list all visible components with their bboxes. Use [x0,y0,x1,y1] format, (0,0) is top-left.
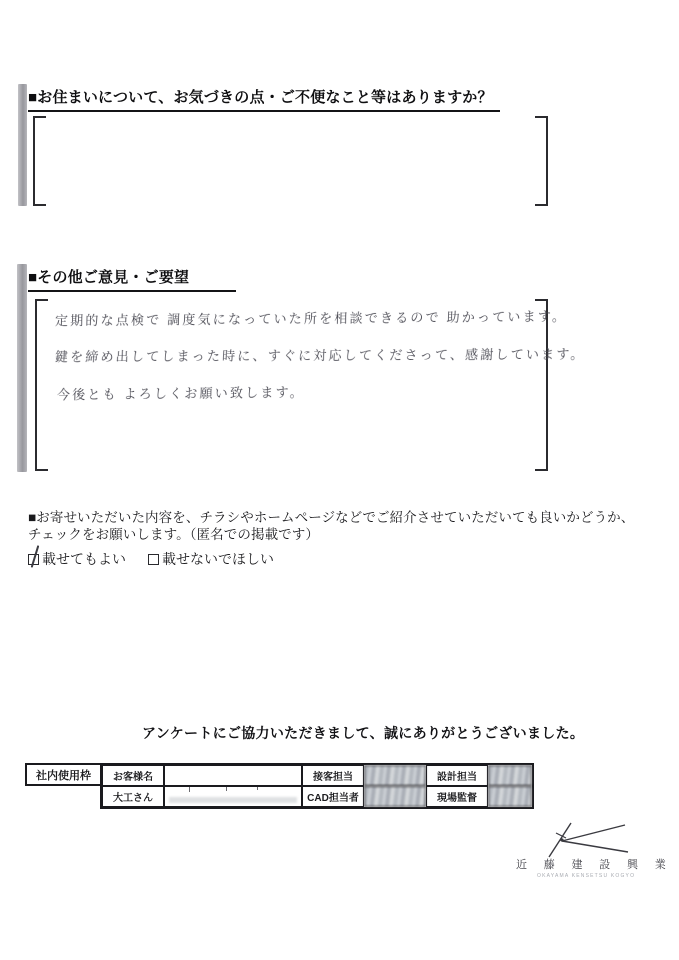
consent-option-no[interactable] [148,549,274,569]
company-name: 近 藤 建 設 興 業 [516,859,673,871]
consent-text-line2: チェックをお願いします。（匿名での掲載です） [28,527,319,542]
checkbox-yes-label: 載せてもよい [42,551,126,567]
left-bracket [33,116,46,206]
reception-staff-label: 接客担当 [302,765,364,786]
company-logo-mark-icon [537,819,632,859]
thank-you-message: アンケートにご協力いただきまして、誠にありがとうございました。 [142,725,585,741]
checkbox-no[interactable] [148,554,159,565]
design-staff-value [488,765,532,786]
checkbox-no-label: 載せないでほしい [162,551,274,567]
section2-answer-area [35,299,587,471]
company-tagline: OKAYAMA KENSETSU KOGYO [537,873,636,879]
cad-staff-value [364,786,426,807]
cad-staff-label: CAD担当者 [302,786,364,807]
internal-use-table [100,763,534,809]
design-staff-label: 設計担当 [426,765,488,786]
internal-use-label-cell: 社内使用枠 [25,763,102,786]
consent-option-yes[interactable] [28,549,126,569]
scan-artifact-bar-1 [18,84,27,206]
section2-title: ■その他ご意見・ご要望 [28,266,236,292]
scan-artifact-bar-2 [17,264,27,472]
section1-title: ■お住まいについて、お気づきの点・ご不便なこと等はありますか？ [28,86,500,112]
right-bracket [535,116,548,206]
handwritten-line: 定期的な点検で 調度気になっていた所を相談できるので 助かっています。 [54,308,568,329]
carpenter-label: 大工さん [102,786,164,807]
left-bracket [35,299,48,471]
site-supervisor-value [488,786,532,807]
carpenter-value [164,786,302,807]
checkbox-yes[interactable] [28,554,39,565]
section1-answer-area [33,116,548,206]
reception-staff-value [364,765,426,786]
handwritten-line: 今後とも よろしくお願い致します。 [56,384,306,403]
handwritten-line: 鍵を締め出してしまった時に、すぐに対応してくださって、感謝しています。 [54,346,587,365]
customer-name-value [164,765,302,786]
site-supervisor-label: 現場監督 [426,786,488,807]
handwritten-check-icon [31,545,40,568]
customer-name-label: お客様名 [102,765,164,786]
consent-text-line1: ■お寄せいただいた内容を、チラシやホームページなどでご紹介させていただいても良いかどうか、 [28,510,635,525]
